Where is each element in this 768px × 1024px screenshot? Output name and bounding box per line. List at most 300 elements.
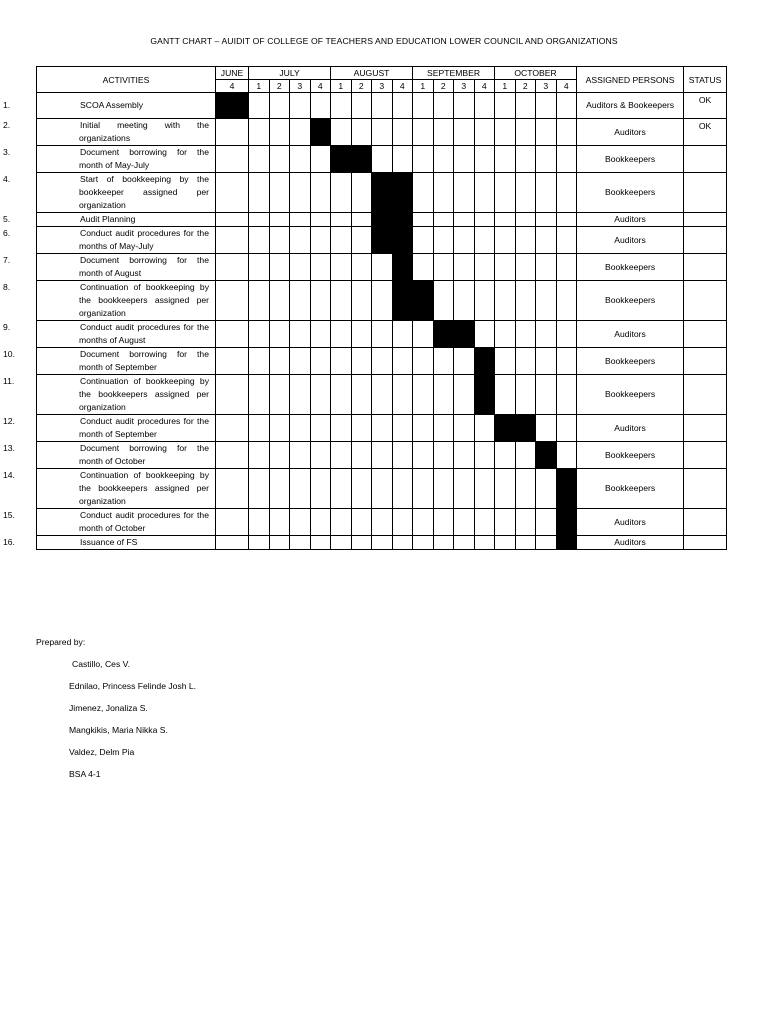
gantt-empty-cell [536, 281, 557, 321]
prepared-by-section [36, 631, 196, 785]
activity-number: 14. [3, 470, 15, 480]
gantt-bar-cell [392, 173, 413, 213]
gantt-empty-cell [515, 119, 536, 146]
activity-cell [3, 442, 216, 469]
gantt-empty-cell [372, 146, 393, 173]
gantt-empty-cell [495, 442, 516, 469]
gantt-bar-cell [556, 509, 577, 536]
gantt-empty-cell [372, 321, 393, 348]
gantt-empty-cell [372, 509, 393, 536]
gantt-empty-cell [495, 469, 516, 509]
gantt-empty-cell [433, 415, 454, 442]
gantt-bar-cell [392, 254, 413, 281]
gantt-empty-cell [433, 281, 454, 321]
gantt-empty-cell [216, 213, 249, 227]
gantt-empty-cell [331, 254, 352, 281]
gantt-empty-cell [536, 213, 557, 227]
gantt-empty-cell [310, 375, 331, 415]
gantt-empty-cell [351, 509, 372, 536]
gantt-empty-cell [413, 173, 434, 213]
activity-row [37, 93, 727, 119]
gantt-empty-cell [433, 254, 454, 281]
status-cell [684, 415, 727, 442]
gantt-empty-cell [290, 509, 311, 536]
activity-row [37, 469, 727, 509]
gantt-empty-cell [290, 213, 311, 227]
week-header: 2 [515, 80, 536, 93]
gantt-bar-cell [310, 119, 331, 146]
activity-number: 15. [3, 510, 15, 520]
gantt-empty-cell [290, 321, 311, 348]
gantt-empty-cell [372, 93, 393, 119]
status-header: STATUS [684, 67, 727, 93]
gantt-empty-cell [310, 442, 331, 469]
assigned-persons-cell: Bookkeepers [577, 281, 684, 321]
gantt-empty-cell [216, 281, 249, 321]
gantt-empty-cell [331, 93, 352, 119]
gantt-empty-cell [536, 227, 557, 254]
gantt-empty-cell [249, 469, 270, 509]
assigned-persons-cell: Auditors [577, 509, 684, 536]
gantt-empty-cell [515, 254, 536, 281]
gantt-empty-cell [556, 415, 577, 442]
prepared-by-label: Prepared by: [36, 637, 86, 647]
gantt-empty-cell [556, 173, 577, 213]
gantt-empty-cell [249, 281, 270, 321]
gantt-empty-cell [269, 254, 290, 281]
activity-label: Continuation of bookkeeping by the bookkeepers assigned per organization [79, 376, 209, 412]
gantt-empty-cell [216, 321, 249, 348]
gantt-empty-cell [433, 146, 454, 173]
activity-number: 4. [3, 174, 11, 184]
week-header: 4 [216, 80, 249, 93]
activity-cell [3, 509, 216, 536]
gantt-empty-cell [556, 227, 577, 254]
gantt-empty-cell [216, 509, 249, 536]
gantt-empty-cell [310, 227, 331, 254]
gantt-empty-cell [310, 213, 331, 227]
gantt-empty-cell [454, 348, 475, 375]
activity-number: 12. [3, 416, 15, 426]
gantt-empty-cell [495, 281, 516, 321]
gantt-empty-cell [536, 173, 557, 213]
gantt-empty-cell [351, 442, 372, 469]
gantt-empty-cell [372, 348, 393, 375]
gantt-empty-cell [331, 213, 352, 227]
gantt-bar-cell [351, 146, 372, 173]
status-cell [684, 227, 727, 254]
gantt-empty-cell [474, 509, 495, 536]
gantt-bar-cell [216, 93, 249, 119]
status-cell [684, 146, 727, 173]
month-header: JULY [249, 67, 331, 80]
assigned-persons-cell: Bookkeepers [577, 375, 684, 415]
gantt-empty-cell [290, 442, 311, 469]
assigned-persons-cell: Bookkeepers [577, 146, 684, 173]
gantt-empty-cell [249, 321, 270, 348]
gantt-empty-cell [495, 375, 516, 415]
gantt-empty-cell [454, 509, 475, 536]
gantt-empty-cell [413, 469, 434, 509]
gantt-empty-cell [495, 536, 516, 550]
gantt-empty-cell [331, 509, 352, 536]
gantt-empty-cell [372, 469, 393, 509]
activity-label: SCOA Assembly [80, 100, 144, 110]
gantt-empty-cell [269, 469, 290, 509]
gantt-empty-cell [392, 375, 413, 415]
gantt-empty-cell [269, 509, 290, 536]
gantt-empty-cell [392, 321, 413, 348]
gantt-empty-cell [331, 348, 352, 375]
gantt-empty-cell [331, 119, 352, 146]
gantt-empty-cell [216, 415, 249, 442]
activity-number: 16. [3, 537, 15, 547]
week-header: 1 [331, 80, 352, 93]
gantt-empty-cell [331, 281, 352, 321]
gantt-empty-cell [515, 536, 536, 550]
gantt-empty-cell [433, 509, 454, 536]
gantt-empty-cell [269, 93, 290, 119]
gantt-empty-cell [413, 146, 434, 173]
gantt-empty-cell [392, 348, 413, 375]
gantt-empty-cell [474, 536, 495, 550]
activity-cell [3, 119, 216, 146]
gantt-bar-cell [536, 442, 557, 469]
gantt-empty-cell [310, 146, 331, 173]
activity-number: 1. [3, 100, 11, 110]
gantt-empty-cell [392, 415, 413, 442]
activity-label: Conduct audit procedures for the months of May-July [79, 228, 209, 251]
gantt-empty-cell [249, 146, 270, 173]
gantt-empty-cell [216, 146, 249, 173]
activity-cell [3, 415, 216, 442]
gantt-bar-cell [556, 536, 577, 550]
gantt-empty-cell [392, 536, 413, 550]
gantt-table [3, 66, 727, 550]
gantt-empty-cell [216, 536, 249, 550]
gantt-empty-cell [536, 93, 557, 119]
gantt-empty-cell [372, 442, 393, 469]
gantt-empty-cell [536, 536, 557, 550]
gantt-empty-cell [454, 227, 475, 254]
gantt-empty-cell [351, 213, 372, 227]
gantt-bar-cell [372, 227, 393, 254]
activity-label: Initial meeting with the organizations [79, 120, 209, 143]
gantt-bar-cell [413, 281, 434, 321]
gantt-empty-cell [413, 254, 434, 281]
activity-cell [3, 321, 216, 348]
gantt-empty-cell [351, 254, 372, 281]
gantt-empty-cell [249, 173, 270, 213]
gantt-empty-cell [310, 469, 331, 509]
activity-cell [3, 469, 216, 509]
status-cell [684, 173, 727, 213]
assigned-persons-cell: Auditors [577, 536, 684, 550]
gantt-empty-cell [536, 321, 557, 348]
gantt-empty-cell [474, 213, 495, 227]
activity-label: Continuation of bookkeeping by the bookkeepers assigned per organization [79, 470, 209, 506]
gantt-empty-cell [392, 93, 413, 119]
gantt-empty-cell [556, 375, 577, 415]
gantt-empty-cell [372, 415, 393, 442]
week-header: 2 [433, 80, 454, 93]
gantt-empty-cell [413, 509, 434, 536]
gantt-empty-cell [454, 415, 475, 442]
week-header: 3 [290, 80, 311, 93]
activity-cell [3, 213, 216, 227]
gantt-empty-cell [495, 348, 516, 375]
gantt-empty-cell [556, 93, 577, 119]
activity-number: 10. [3, 349, 15, 359]
gantt-bar-cell [556, 469, 577, 509]
week-header: 1 [495, 80, 516, 93]
gantt-empty-cell [216, 469, 249, 509]
gantt-empty-cell [433, 119, 454, 146]
gantt-empty-cell [290, 173, 311, 213]
gantt-empty-cell [433, 348, 454, 375]
gantt-empty-cell [249, 375, 270, 415]
gantt-empty-cell [474, 321, 495, 348]
gantt-empty-cell [474, 119, 495, 146]
gantt-empty-cell [290, 348, 311, 375]
preparer-name: Castillo, Ces V. [72, 659, 130, 669]
gantt-empty-cell [290, 227, 311, 254]
activity-row [37, 348, 727, 375]
activity-row [37, 509, 727, 536]
month-header: OCTOBER [495, 67, 577, 80]
week-header: 3 [372, 80, 393, 93]
gantt-empty-cell [269, 119, 290, 146]
activity-cell [3, 536, 216, 550]
gantt-empty-cell [351, 321, 372, 348]
gantt-empty-cell [495, 227, 516, 254]
assigned-persons-cell: Auditors & Bookeepers [577, 93, 684, 119]
gantt-empty-cell [556, 213, 577, 227]
gantt-empty-cell [474, 415, 495, 442]
assigned-persons-cell: Auditors [577, 227, 684, 254]
activity-row [37, 119, 727, 146]
gantt-empty-cell [454, 254, 475, 281]
gantt-empty-cell [454, 146, 475, 173]
activity-number: 8. [3, 282, 11, 292]
gantt-empty-cell [454, 469, 475, 509]
gantt-empty-cell [310, 281, 331, 321]
gantt-bar-cell [433, 321, 454, 348]
gantt-empty-cell [249, 93, 270, 119]
assigned-persons-cell: Bookkeepers [577, 348, 684, 375]
gantt-bar-cell [495, 415, 516, 442]
activity-cell [3, 375, 216, 415]
preparer-name: Ednilao, Princess Felinde Josh L. [69, 681, 197, 691]
status-cell [684, 281, 727, 321]
gantt-empty-cell [413, 375, 434, 415]
gantt-empty-cell [392, 146, 413, 173]
gantt-empty-cell [515, 509, 536, 536]
assigned-persons-cell: Bookkeepers [577, 173, 684, 213]
gantt-empty-cell [269, 348, 290, 375]
gantt-empty-cell [413, 93, 434, 119]
month-header: JUNE [216, 67, 249, 80]
gantt-empty-cell [474, 442, 495, 469]
gantt-empty-cell [290, 469, 311, 509]
gantt-empty-cell [372, 254, 393, 281]
gantt-empty-cell [392, 442, 413, 469]
gantt-empty-cell [331, 173, 352, 213]
gantt-empty-cell [536, 469, 557, 509]
gantt-empty-cell [536, 415, 557, 442]
activity-number: 11. [3, 376, 15, 386]
gantt-empty-cell [351, 281, 372, 321]
gantt-empty-cell [454, 119, 475, 146]
gantt-bar-cell [392, 281, 413, 321]
gantt-empty-cell [515, 173, 536, 213]
gantt-empty-cell [249, 536, 270, 550]
gantt-empty-cell [495, 119, 516, 146]
week-header: 2 [269, 80, 290, 93]
gantt-empty-cell [495, 213, 516, 227]
activity-cell [3, 146, 216, 173]
page-title: GANTT CHART – AUIDIT OF COLLEGE OF TEACHERS AND EDUCATION LOWER COUNCIL AND ORGANIZATIONS [150, 36, 618, 46]
gantt-empty-cell [556, 348, 577, 375]
gantt-empty-cell [474, 469, 495, 509]
gantt-empty-cell [331, 321, 352, 348]
gantt-empty-cell [351, 469, 372, 509]
gantt-empty-cell [290, 281, 311, 321]
gantt-empty-cell [556, 321, 577, 348]
gantt-empty-cell [269, 146, 290, 173]
gantt-bar-cell [372, 213, 393, 227]
week-header: 4 [310, 80, 331, 93]
activity-cell [3, 227, 216, 254]
gantt-empty-cell [351, 173, 372, 213]
activity-number: 2. [3, 120, 11, 130]
gantt-empty-cell [413, 442, 434, 469]
gantt-empty-cell [269, 173, 290, 213]
activity-label: Document borrowing for the month of October [79, 443, 209, 466]
gantt-empty-cell [372, 281, 393, 321]
gantt-empty-cell [454, 281, 475, 321]
gantt-empty-cell [372, 536, 393, 550]
gantt-empty-cell [372, 119, 393, 146]
assigned-persons-cell: Auditors [577, 213, 684, 227]
preparer-name: BSA 4-1 [69, 769, 101, 779]
gantt-empty-cell [556, 442, 577, 469]
gantt-empty-cell [331, 469, 352, 509]
gantt-empty-cell [249, 213, 270, 227]
gantt-empty-cell [331, 375, 352, 415]
activity-number: 6. [3, 228, 11, 238]
assigned-persons-cell: Auditors [577, 415, 684, 442]
gantt-empty-cell [290, 93, 311, 119]
gantt-bar-cell [331, 146, 352, 173]
gantt-empty-cell [433, 375, 454, 415]
preparer-name: Valdez, Delm Pia [69, 747, 135, 757]
activity-label: Audit Planning [80, 214, 136, 224]
assigned-persons-cell: Bookkeepers [577, 254, 684, 281]
gantt-empty-cell [556, 281, 577, 321]
gantt-empty-cell [515, 227, 536, 254]
gantt-bar-cell [515, 415, 536, 442]
activity-number: 7. [3, 255, 11, 265]
week-header: 3 [536, 80, 557, 93]
gantt-empty-cell [249, 348, 270, 375]
gantt-empty-cell [515, 213, 536, 227]
gantt-empty-cell [536, 119, 557, 146]
preparer-name: Jimenez, Jonaliza S. [69, 703, 148, 713]
gantt-empty-cell [269, 321, 290, 348]
gantt-empty-cell [216, 254, 249, 281]
gantt-empty-cell [351, 227, 372, 254]
activity-row [37, 227, 727, 254]
gantt-empty-cell [351, 119, 372, 146]
activity-row [37, 375, 727, 415]
gantt-empty-cell [310, 254, 331, 281]
activity-label: Issuance of FS [80, 537, 138, 547]
gantt-empty-cell [515, 442, 536, 469]
activity-label: Document borrowing for the month of May-July [79, 147, 209, 170]
gantt-empty-cell [269, 415, 290, 442]
gantt-empty-cell [536, 509, 557, 536]
gantt-bar-cell [454, 321, 475, 348]
status-cell [684, 375, 727, 415]
assigned-persons-cell: Auditors [577, 119, 684, 146]
activity-number: 5. [3, 214, 11, 224]
gantt-empty-cell [413, 348, 434, 375]
gantt-empty-cell [474, 173, 495, 213]
gantt-empty-cell [495, 173, 516, 213]
status-cell [684, 509, 727, 536]
gantt-empty-cell [495, 146, 516, 173]
gantt-empty-cell [433, 442, 454, 469]
gantt-empty-cell [556, 119, 577, 146]
gantt-empty-cell [351, 375, 372, 415]
gantt-empty-cell [474, 254, 495, 281]
week-header: 4 [556, 80, 577, 93]
week-header: 2 [351, 80, 372, 93]
gantt-empty-cell [515, 375, 536, 415]
gantt-empty-cell [433, 469, 454, 509]
gantt-bar-cell [474, 348, 495, 375]
gantt-empty-cell [536, 146, 557, 173]
gantt-empty-cell [351, 348, 372, 375]
activity-label: Document borrowing for the month of August [79, 255, 209, 278]
gantt-empty-cell [331, 536, 352, 550]
gantt-empty-cell [290, 536, 311, 550]
gantt-empty-cell [269, 227, 290, 254]
gantt-empty-cell [515, 348, 536, 375]
gantt-empty-cell [351, 415, 372, 442]
activity-row [37, 146, 727, 173]
gantt-bar-cell [392, 213, 413, 227]
assigned-persons-cell: Auditors [577, 321, 684, 348]
gantt-empty-cell [269, 375, 290, 415]
gantt-empty-cell [269, 442, 290, 469]
activity-label: Continuation of bookkeeping by the bookkeepers assigned per organization [79, 282, 209, 318]
gantt-empty-cell [249, 227, 270, 254]
week-header: 1 [249, 80, 270, 93]
gantt-empty-cell [269, 536, 290, 550]
gantt-empty-cell [515, 93, 536, 119]
gantt-empty-cell [310, 93, 331, 119]
gantt-empty-cell [216, 119, 249, 146]
gantt-empty-cell [310, 348, 331, 375]
gantt-empty-cell [249, 509, 270, 536]
activity-cell [3, 281, 216, 321]
activity-label: Start of bookkeeping by the bookkeeper assigned per organization [79, 174, 209, 210]
gantt-empty-cell [290, 146, 311, 173]
gantt-empty-cell [474, 146, 495, 173]
gantt-empty-cell [413, 321, 434, 348]
